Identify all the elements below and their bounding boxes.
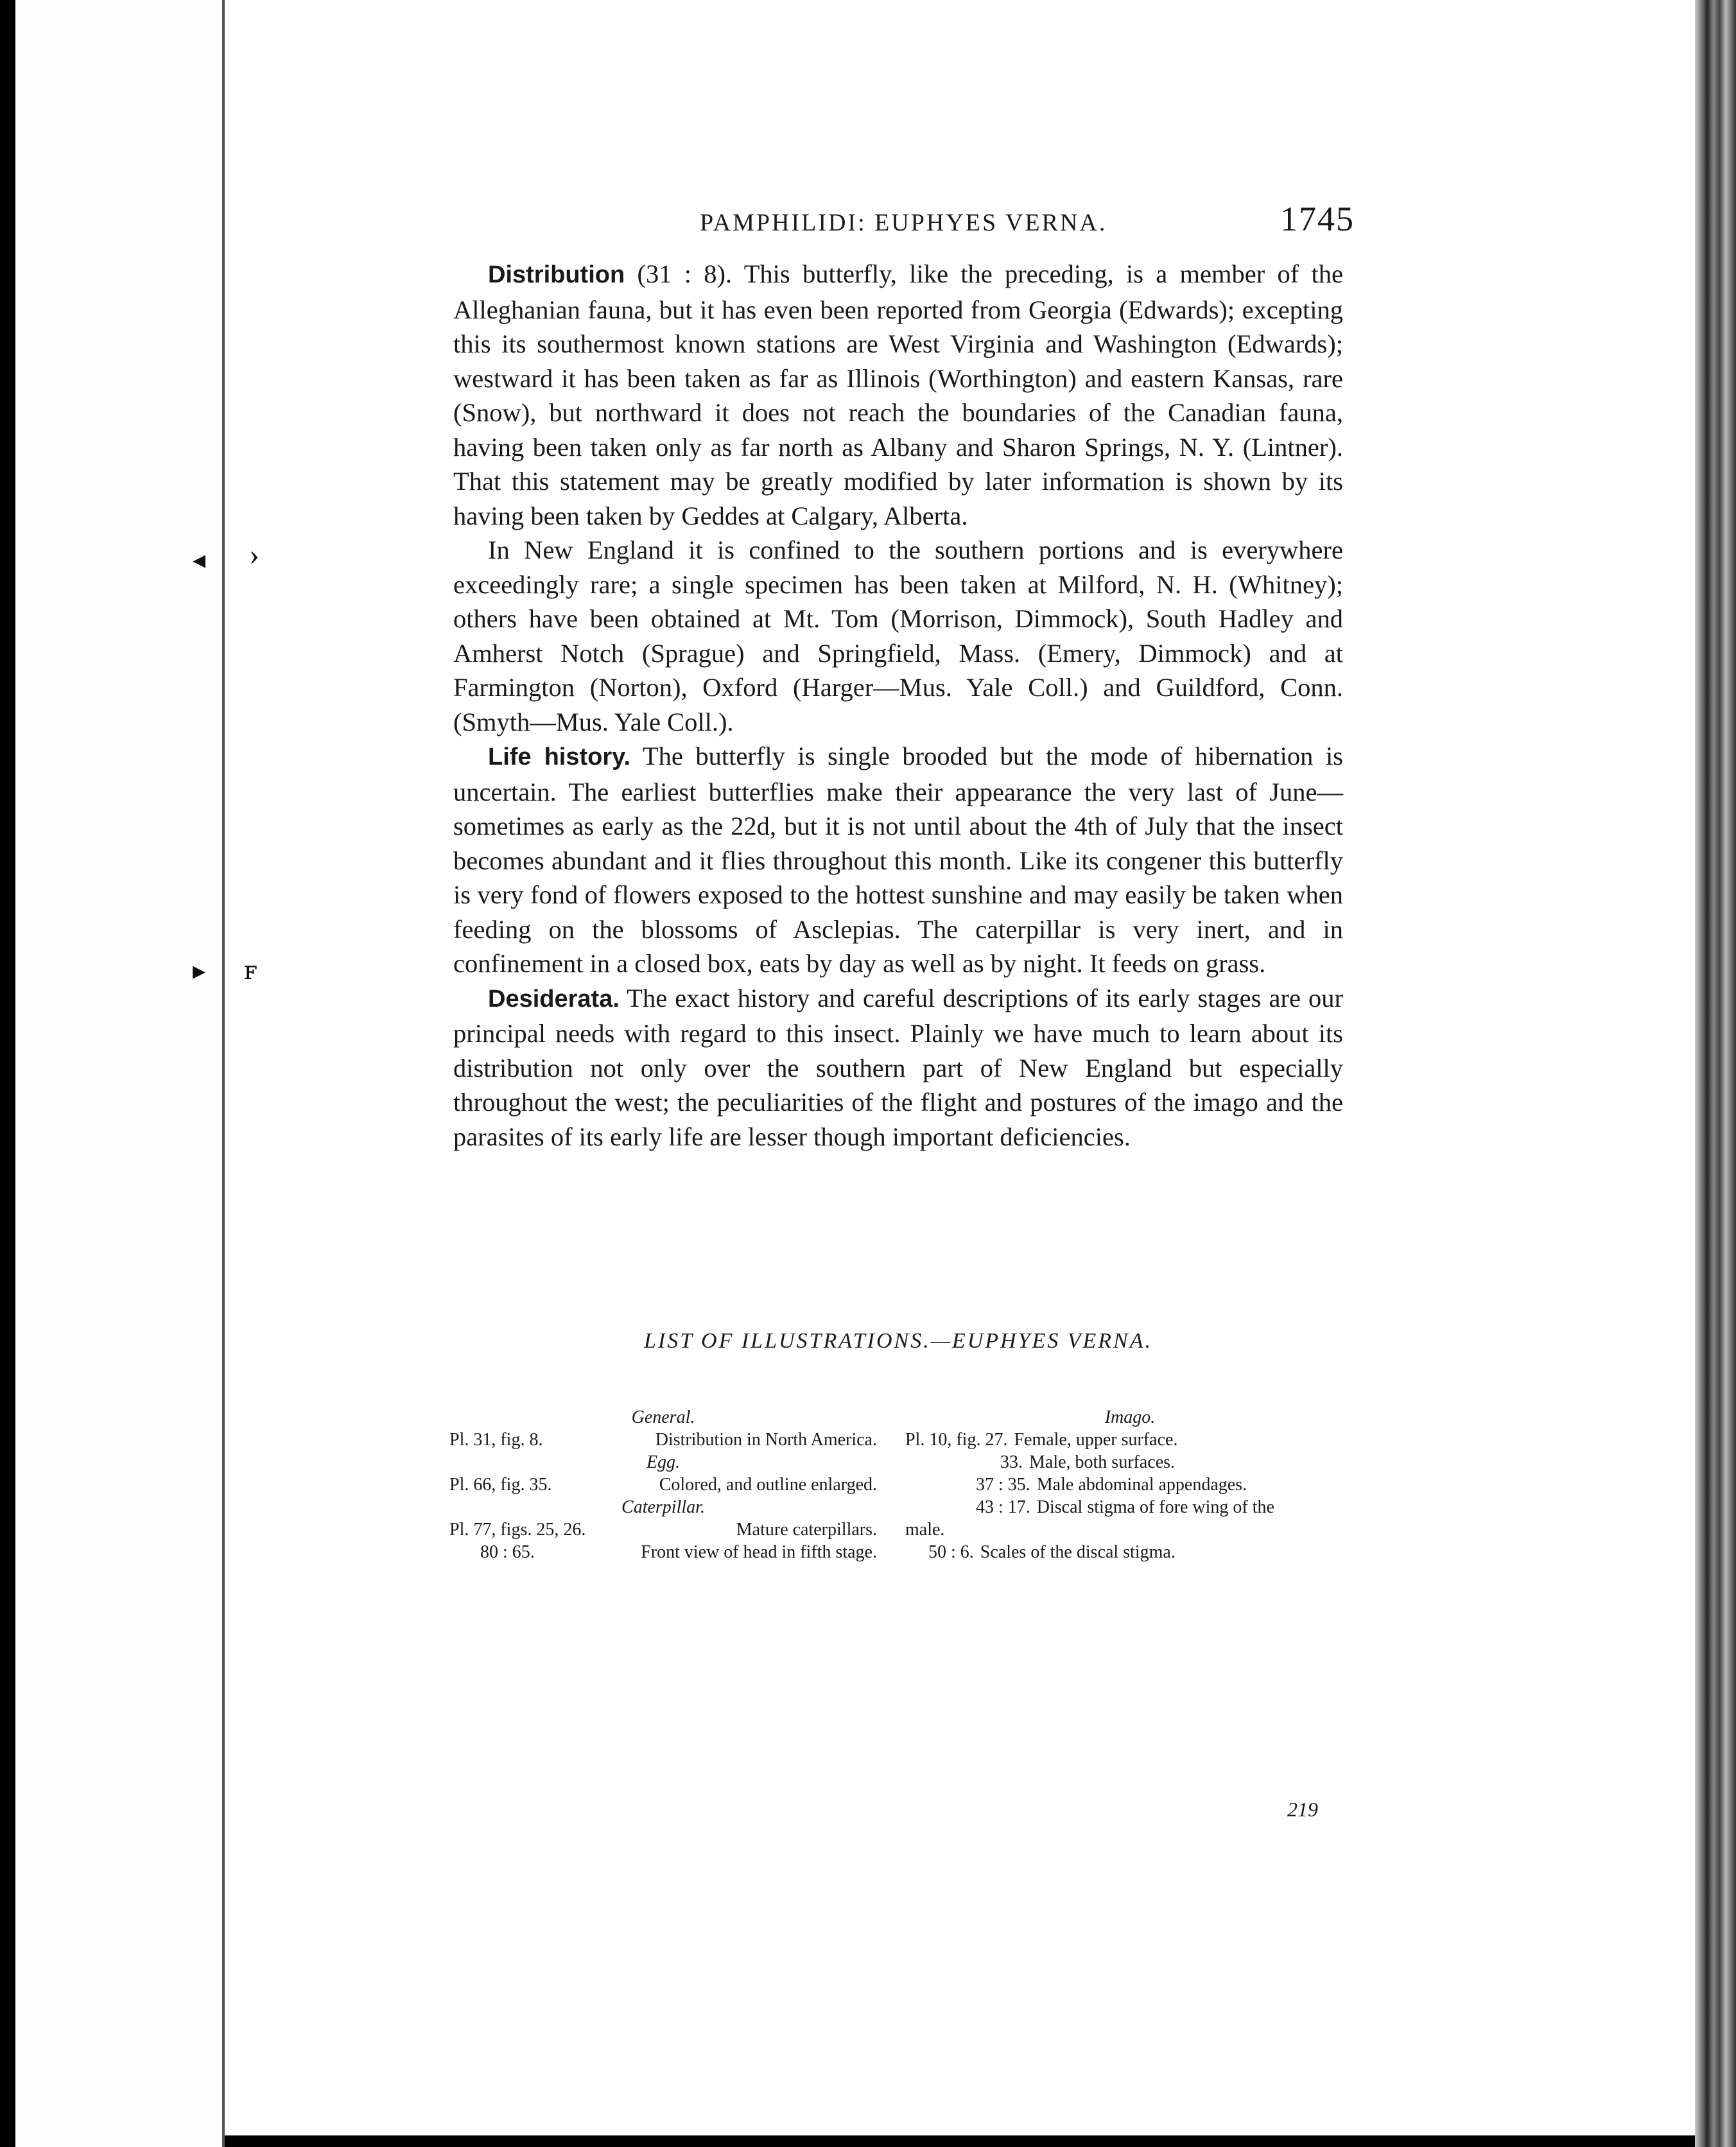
- paragraph-text: The butterfly is single brooded but the mode of hibernation is uncertain. The earliest butterflies make their appearance the very last of June—sometimes as early as the 22d, but it is not until about the 4th of July that the insect becomes abundant and it flies throughout this month. Like its congener this butterfly is very fond of flowers exposed to the hottest sunshine and may easily be taken when feeding on the blossoms of Asclepias. The caterpillar is very inert, and in confinement in a closed box, eats by day as well as by night. It feeds on grass.: [453, 742, 1343, 978]
- paragraph-text: In New England it is confined to the southern portions and is everywhere exceedingly rare; a single specimen has been taken at Milford, N. H. (Whitney); others have been obtained at Mt. Tom (Morrison, Dimmock), South Hadley and Amherst Notch (Sprague) and Springfield, Mass. (Emery, Dimmock) and at Farmington (Norton), Oxford (Harger—Mus. Yale Coll.) and Guildford, Conn. (Smyth—Mus. Yale Coll.).: [453, 535, 1343, 736]
- body-text: [453, 257, 1343, 1154]
- illustrations-left-column: [449, 1406, 877, 1563]
- list-item: [449, 1473, 877, 1496]
- running-head: [700, 199, 1355, 238]
- margin-mark: ▸: [193, 956, 206, 985]
- plate-description: Discal stigma of fore wing of the: [1036, 1497, 1274, 1517]
- illustrations-title: LIST OF ILLUSTRATIONS.—EUPHYES VERNA.: [644, 1329, 1152, 1353]
- book-edge: [1695, 0, 1736, 2147]
- list-item: [905, 1496, 1355, 1518]
- list-item: [905, 1473, 1355, 1496]
- plate-label: 80 : 65.: [480, 1542, 535, 1562]
- scan-bottom-border: [225, 2135, 1695, 2147]
- plate-label: male.: [905, 1520, 945, 1540]
- list-item: [449, 1518, 877, 1541]
- plate-description: Scales of the discal stigma.: [980, 1542, 1176, 1562]
- plate-label: Pl. 77, figs. 25, 26.: [449, 1520, 586, 1540]
- paragraph-text: This butterfly, like the preceding, is a member of the Alleghanian fauna, but it has even been reported from Georgia (Edwards); excepting this its southermost known stations are West Virginia and Washington (Edwards); westward it has been taken as far as Illinois (Worthington) and eastern Kansas, rare (Snow), but northward it does not reach the boundaries of the Canadian fauna, having been taken only as far north as Albany and Sharon Springs, N. Y. (Lintner). That this statement may be greatly modified by later information is shown by its having been taken by Geddes at Calgary, Alberta.: [453, 259, 1343, 530]
- paragraph-text: The exact history and careful descriptions of its early stages are our principal needs with regard to this insect. Plainly we have much to learn about its distribution not only over the southern part of New England but especially throughout the west; the peculiarities of the flight and postures of the imago and the parasites of its early life are lesser though important deficiencies.: [453, 983, 1343, 1151]
- list-subheading: General.: [631, 1407, 695, 1427]
- page-number: 1745: [1280, 200, 1355, 238]
- list-subheading: Egg.: [646, 1452, 681, 1472]
- list-item: [449, 1429, 877, 1451]
- plate-label: 43 : 17.: [976, 1497, 1030, 1517]
- plate-label: Pl. 66, fig. 35.: [449, 1475, 552, 1495]
- plate-description: Mature caterpillars.: [736, 1520, 877, 1540]
- paragraph-new-england: [453, 533, 1343, 739]
- plate-label: Pl. 10, fig. 27.: [905, 1430, 1008, 1450]
- plate-description: Distribution in North America.: [655, 1430, 877, 1450]
- paragraph-distribution: [453, 257, 1343, 533]
- paragraph-life-history: [453, 739, 1343, 981]
- plate-description: [944, 1518, 1355, 1541]
- running-title: PAMPHILIDI: EUPHYES VERNA.: [700, 209, 1107, 236]
- section-heading: Desiderata.: [488, 985, 620, 1013]
- plate-description: Female, upper surface.: [1014, 1430, 1178, 1450]
- plate-label: 37 : 35.: [976, 1475, 1030, 1495]
- margin-mark: ◂: [193, 545, 206, 574]
- margin-mark: ꜰ: [244, 956, 257, 985]
- scan-gutter: [0, 0, 15, 2147]
- list-item: [905, 1541, 1355, 1563]
- plate-reference: (31 : 8).: [637, 259, 733, 288]
- plate-label: Pl. 31, fig. 8.: [449, 1430, 543, 1450]
- section-heading: Life history.: [488, 743, 631, 770]
- illustrations-right-column: [905, 1406, 1355, 1563]
- facing-page-edge: [15, 0, 225, 2147]
- list-subheading: Imago.: [1104, 1407, 1156, 1427]
- list-subheading: Caterpillar.: [621, 1497, 705, 1517]
- paragraph-desiderata: [453, 981, 1343, 1154]
- plate-description: Male, both surfaces.: [1029, 1452, 1176, 1472]
- list-item: [905, 1451, 1355, 1473]
- margin-mark: ›: [249, 537, 259, 571]
- folio-mark: 219: [1287, 1798, 1318, 1821]
- plate-label: 33.: [1000, 1452, 1023, 1472]
- list-item: [449, 1541, 877, 1563]
- section-heading: Distribution: [488, 261, 625, 288]
- list-item: [905, 1518, 1355, 1541]
- plate-label: 50 : 6.: [928, 1542, 974, 1562]
- plate-description: Male abdominal appendages.: [1036, 1475, 1247, 1495]
- plate-description: Colored, and outline enlarged.: [659, 1475, 877, 1495]
- list-item: [905, 1429, 1355, 1451]
- plate-description: Front view of head in fifth stage.: [641, 1542, 877, 1562]
